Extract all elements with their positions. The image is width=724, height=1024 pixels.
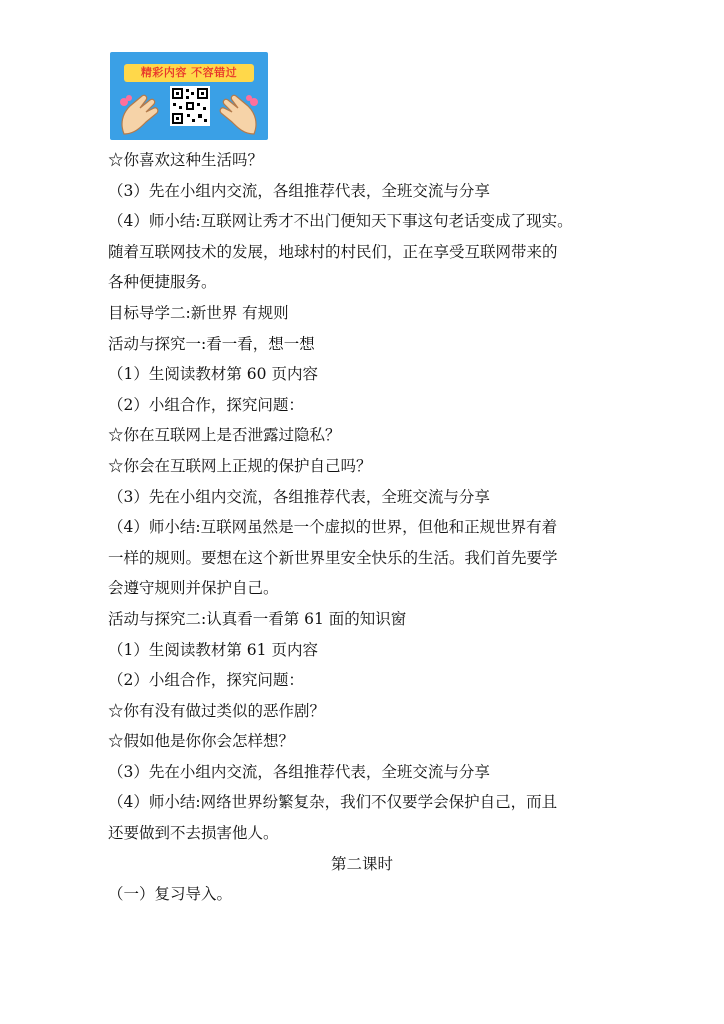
text-line: （3）先在小组内交流，各组推荐代表，全班交流与分享 [108,487,490,506]
section-heading: 目标导学二:新世界 有规则 [108,303,289,322]
text-line: （4）师小结:互联网虽然是一个虚拟的世界，但他和正规世界有着 [108,518,558,537]
text-line: ☆你在互联网上是否泄露过隐私？ [108,426,341,445]
clapping-hand-right-icon [214,90,262,136]
text-line: 各种便捷服务。 [108,273,217,292]
text-line: ☆假如他是你你会怎样想？ [108,732,295,751]
text-line: ☆你有没有做过类似的恶作剧？ [108,701,326,720]
activity-heading: 活动与探究二:认真看一看第 61 面的知识窗 [108,609,407,628]
text-line: 一样的规则。要想在这个新世界里安全快乐的生活。我们首先要学 [108,548,558,567]
text-line: （1）生阅读教材第 61 页内容 [108,640,318,659]
text-line: （3）先在小组内交流，各组推荐代表，全班交流与分享 [108,762,490,781]
text-line: （2）小组合作，探究问题： [108,395,304,414]
document-body [108,145,628,910]
text-line: 还要做到不去损害他人。 [108,824,279,843]
text-line: （一）复习导入。 [108,885,233,904]
text-line: （2）小组合作，探究问题： [108,671,304,690]
text-line: （1）生阅读教材第 60 页内容 [108,365,318,384]
lesson-title: 第二课时 [330,854,393,873]
text-line: （3）先在小组内交流，各组推荐代表，全班交流与分享 [108,181,490,200]
text-line: ☆你喜欢这种生活吗？ [108,151,264,169]
banner-title: 精彩内容 不容错过 [124,64,254,82]
activity-heading: 活动与探究一:看一看，想一想 [108,334,315,353]
qr-code-icon [170,86,210,126]
text-line: ☆你会在互联网上正规的保护自己吗？ [108,456,372,475]
promo-banner[interactable] [110,52,268,140]
text-line: （4）师小结:互联网让秀才不出门便知天下事这句老话变成了现实。 [108,212,573,231]
text-line: （4）师小结:网络世界纷繁复杂，我们不仅要学会保护自己，而且 [108,793,558,812]
text-line: 随着互联网技术的发展，地球村的村民们，正在享受互联网带来的 [108,242,558,261]
clapping-hand-left-icon [116,90,164,136]
text-line: 会遵守规则并保护自己。 [108,579,279,598]
